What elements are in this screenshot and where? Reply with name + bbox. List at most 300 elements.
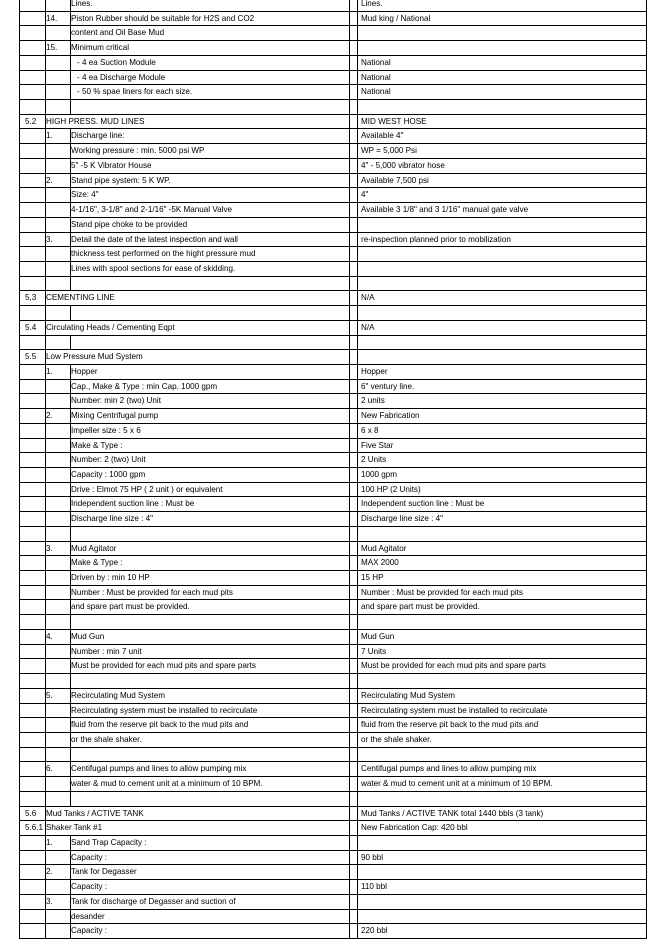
requirement-cell: Capacity : 1000 gpm [71, 468, 350, 483]
offered-value-cell: 220 bbl [358, 924, 647, 939]
offered-value-cell: New Fabrication Cap: 420 bbl [358, 821, 647, 836]
item-number-cell: 1. [46, 364, 71, 379]
spacer-cell [350, 806, 358, 821]
table-row [20, 880, 647, 895]
item-number-cell [46, 791, 71, 806]
offered-value-cell: 15 HP [358, 571, 647, 586]
offered-value-cell [358, 261, 647, 276]
item-number-cell [46, 144, 71, 159]
section-number-cell [20, 379, 46, 394]
section-number-cell [20, 41, 46, 56]
table-row [20, 173, 647, 188]
spacer-cell [350, 909, 358, 924]
spacer-cell [350, 70, 358, 85]
section-number-cell [20, 203, 46, 218]
offered-value-cell [358, 791, 647, 806]
table-row [20, 188, 647, 203]
requirement-cell: Number: 2 (two) Unit [71, 453, 350, 468]
requirement-cell: and spare part must be provided. [71, 600, 350, 615]
spacer-cell [350, 629, 358, 644]
section-number-cell [20, 306, 46, 321]
item-number-cell [46, 924, 71, 939]
requirement-cell: Hopper [71, 364, 350, 379]
spacer-cell [350, 777, 358, 792]
offered-value-cell: National [358, 55, 647, 70]
item-number-cell: 3. [46, 541, 71, 556]
requirement-cell [71, 526, 350, 541]
requirement-cell: Independent suction line : Must be [71, 497, 350, 512]
table-row [20, 718, 647, 733]
section-number-cell [20, 909, 46, 924]
requirement-cell: 4-1/16", 3-1/8" and 2-1/16" -5K Manual Valve [71, 203, 350, 218]
section-number-cell [20, 173, 46, 188]
table-row [20, 114, 647, 129]
offered-value-cell: 6" ventury line. [358, 379, 647, 394]
item-number-cell [46, 217, 71, 232]
table-row [20, 482, 647, 497]
offered-value-cell: Recirculating Mud System [358, 688, 647, 703]
requirement-cell [71, 747, 350, 762]
spacer-cell [350, 703, 358, 718]
requirement-cell: Drive : Elmot 75 HP ( 2 unit ) or equivalent [71, 482, 350, 497]
requirement-cell: Make & Type : [71, 556, 350, 571]
spacer-cell [350, 438, 358, 453]
table-row [20, 747, 647, 762]
section-number-cell [20, 835, 46, 850]
section-number-cell [20, 718, 46, 733]
spacer-cell [350, 144, 358, 159]
spacer-cell [350, 453, 358, 468]
table-row [20, 732, 647, 747]
section-number-cell [20, 497, 46, 512]
spacer-cell [350, 600, 358, 615]
requirement-cell: Stand pipe system: 5 K WP. [71, 173, 350, 188]
item-number-cell [46, 379, 71, 394]
section-number-cell [20, 232, 46, 247]
offered-value-cell: WP = 5,000 Psi [358, 144, 647, 159]
spacer-cell [350, 850, 358, 865]
section-number-cell [20, 894, 46, 909]
table-row [20, 291, 647, 306]
item-number-cell: 6. [46, 762, 71, 777]
table-row [20, 585, 647, 600]
section-number-cell [20, 217, 46, 232]
offered-value-cell: 110 bbl [358, 880, 647, 895]
section-number-cell [20, 850, 46, 865]
spacer-cell [350, 41, 358, 56]
table-row [20, 158, 647, 173]
section-number-cell [20, 247, 46, 262]
table-row [20, 409, 647, 424]
spacer-cell [350, 674, 358, 689]
spacer-cell [350, 247, 358, 262]
table-row [20, 762, 647, 777]
table-row [20, 541, 647, 556]
section-number-cell [20, 85, 46, 100]
item-number-cell [46, 497, 71, 512]
table-row [20, 865, 647, 880]
table-row [20, 100, 647, 115]
item-number-cell [46, 571, 71, 586]
spacer-cell [350, 718, 358, 733]
spacer-cell [350, 11, 358, 26]
section-number-cell [20, 409, 46, 424]
spacer-cell [350, 512, 358, 527]
section-number-cell [20, 423, 46, 438]
requirement-cell: Number : min 7 unit [71, 644, 350, 659]
item-number-cell: 3. [46, 894, 71, 909]
table-row [20, 615, 647, 630]
section-number-cell [20, 747, 46, 762]
spacer-cell [350, 335, 358, 350]
section-number-cell [20, 335, 46, 350]
offered-value-cell: Lines. [358, 0, 647, 11]
section-number-cell [20, 924, 46, 939]
spacer-cell [350, 394, 358, 409]
section-number-cell: 5.6 [20, 806, 46, 821]
section-number-cell [20, 600, 46, 615]
offered-value-cell: 1000 gpm [358, 468, 647, 483]
offered-value-cell: Available 4" [358, 129, 647, 144]
requirement-cell [71, 335, 350, 350]
section-number-cell: 5.4 [20, 320, 46, 335]
spacer-cell [350, 688, 358, 703]
section-number-cell [20, 55, 46, 70]
offered-value-cell: MID WEST HOSE [358, 114, 647, 129]
item-number-cell: 2. [46, 409, 71, 424]
requirement-cell: Working pressure : min. 5000 psi WP [71, 144, 350, 159]
offered-value-cell: water & mud to cement unit at a minimum of 10 BPM. [358, 777, 647, 792]
offered-value-cell: 100 HP (2 Units) [358, 482, 647, 497]
section-number-cell [20, 261, 46, 276]
offered-value-cell: 6 x 8 [358, 423, 647, 438]
spacer-cell [350, 762, 358, 777]
spacer-cell [350, 423, 358, 438]
section-number-cell [20, 468, 46, 483]
item-number-cell [46, 482, 71, 497]
offered-value-cell: National [358, 85, 647, 100]
item-number-cell: 15. [46, 41, 71, 56]
table-row [20, 468, 647, 483]
spacer-cell [350, 732, 358, 747]
table-row [20, 688, 647, 703]
offered-value-cell: Mud Agitator [358, 541, 647, 556]
item-number-cell [46, 585, 71, 600]
item-number-cell [46, 438, 71, 453]
requirement-cell: thickness test performed on the hight pressure mud [71, 247, 350, 262]
section-number-cell [20, 70, 46, 85]
section-number-cell [20, 541, 46, 556]
item-number-cell [46, 0, 71, 11]
offered-value-cell: Recirculating system must be installed to recirculate [358, 703, 647, 718]
offered-value-cell [358, 100, 647, 115]
section-number-cell [20, 674, 46, 689]
section-number-cell [20, 129, 46, 144]
spacer-cell [350, 306, 358, 321]
requirement-cell: Must be provided for each mud pits and spare parts [71, 659, 350, 674]
requirement-cell: Capacity : [71, 924, 350, 939]
requirement-cell: Capacity : [71, 850, 350, 865]
item-number-cell [46, 247, 71, 262]
table-row [20, 85, 647, 100]
spacer-cell [350, 55, 358, 70]
item-number-cell: 1. [46, 835, 71, 850]
spacer-cell [350, 409, 358, 424]
spacer-cell [350, 188, 358, 203]
offered-value-cell: 4" - 5,000 vibrator hose [358, 158, 647, 173]
table-row [20, 41, 647, 56]
table-row [20, 379, 647, 394]
table-row [20, 55, 647, 70]
item-number-cell: 2. [46, 173, 71, 188]
section-number-cell [20, 188, 46, 203]
item-number-cell [46, 261, 71, 276]
spacer-cell [350, 865, 358, 880]
item-number-cell: 3. [46, 232, 71, 247]
offered-value-cell: fluid from the reserve pit back to the mud pits and [358, 718, 647, 733]
requirement-cell: Capacity : [71, 880, 350, 895]
table-row [20, 144, 647, 159]
offered-value-cell: Centifugal pumps and lines to allow pumping mix [358, 762, 647, 777]
section-number-cell [20, 512, 46, 527]
item-number-cell: 1. [46, 129, 71, 144]
table-row [20, 11, 647, 26]
table-row [20, 203, 647, 218]
requirement-cell: Tank for discharge of Degasser and suction of [71, 894, 350, 909]
section-number-cell [20, 26, 46, 41]
item-number-cell [46, 526, 71, 541]
requirement-cell: Low Pressure Mud System [46, 350, 350, 365]
item-number-cell [46, 468, 71, 483]
table-row [20, 556, 647, 571]
spacer-cell [350, 924, 358, 939]
section-number-cell [20, 453, 46, 468]
offered-value-cell: National [358, 70, 647, 85]
spacer-cell [350, 541, 358, 556]
offered-value-cell: Five Star [358, 438, 647, 453]
offered-value-cell: N/A [358, 291, 647, 306]
section-number-cell [20, 158, 46, 173]
offered-value-cell [358, 526, 647, 541]
requirement-cell: Minimum critical [71, 41, 350, 56]
item-number-cell [46, 453, 71, 468]
item-number-cell [46, 512, 71, 527]
requirement-cell: or the shale shaker. [71, 732, 350, 747]
spacer-cell [350, 468, 358, 483]
table-row [20, 350, 647, 365]
item-number-cell: 5. [46, 688, 71, 703]
offered-value-cell: Discharge line size : 4" [358, 512, 647, 527]
requirement-cell [71, 100, 350, 115]
offered-value-cell: and spare part must be provided. [358, 600, 647, 615]
requirement-cell: Tank for Degasser [71, 865, 350, 880]
item-number-cell [46, 777, 71, 792]
item-number-cell [46, 423, 71, 438]
item-number-cell [46, 556, 71, 571]
offered-value-cell [358, 350, 647, 365]
section-number-cell [20, 585, 46, 600]
item-number-cell [46, 747, 71, 762]
offered-value-cell [358, 615, 647, 630]
item-number-cell [46, 394, 71, 409]
offered-value-cell [358, 865, 647, 880]
item-number-cell [46, 732, 71, 747]
requirement-cell: - 4 ea Suction Module [71, 55, 350, 70]
offered-value-cell: re-inspection planned prior to mobilization [358, 232, 647, 247]
section-number-cell [20, 556, 46, 571]
table-row [20, 26, 647, 41]
table-row [20, 0, 647, 11]
section-number-cell [20, 880, 46, 895]
item-number-cell [46, 276, 71, 291]
offered-value-cell: 4" [358, 188, 647, 203]
section-number-cell [20, 438, 46, 453]
requirement-cell: desander [71, 909, 350, 924]
table-row [20, 232, 647, 247]
offered-value-cell: Available 7,500 psi [358, 173, 647, 188]
requirement-cell: Make & Type : [71, 438, 350, 453]
requirement-cell: - 50 % spae liners for each size. [71, 85, 350, 100]
requirement-cell: Cap., Make & Type : min Cap. 1000 gpm [71, 379, 350, 394]
offered-value-cell [358, 276, 647, 291]
requirement-cell: Discharge line: [71, 129, 350, 144]
item-number-cell [46, 158, 71, 173]
requirement-cell: Mixing Centrifugal pump [71, 409, 350, 424]
table-row [20, 276, 647, 291]
spacer-cell [350, 379, 358, 394]
table-row [20, 659, 647, 674]
requirement-cell: Impeller size : 5 x 6 [71, 423, 350, 438]
table-row [20, 423, 647, 438]
spacer-cell [350, 114, 358, 129]
offered-value-cell [358, 894, 647, 909]
offered-value-cell [358, 909, 647, 924]
table-row [20, 217, 647, 232]
offered-value-cell: or the shale shaker. [358, 732, 647, 747]
requirement-cell: Number : Must be provided for each mud pits [71, 585, 350, 600]
item-number-cell: 2. [46, 865, 71, 880]
section-number-cell [20, 526, 46, 541]
section-number-cell [20, 791, 46, 806]
section-number-cell [20, 364, 46, 379]
requirement-cell [71, 306, 350, 321]
spacer-cell [350, 85, 358, 100]
table-row [20, 791, 647, 806]
item-number-cell [46, 26, 71, 41]
section-number-cell [20, 482, 46, 497]
section-number-cell: 5,3 [20, 291, 46, 306]
table-row [20, 644, 647, 659]
offered-value-cell: 7 Units [358, 644, 647, 659]
requirement-cell: Sand Trap Capacity : [71, 835, 350, 850]
table-row [20, 600, 647, 615]
section-number-cell [20, 100, 46, 115]
offered-value-cell: Number : Must be provided for each mud pits [358, 585, 647, 600]
spacer-cell [350, 659, 358, 674]
item-number-cell [46, 659, 71, 674]
section-number-cell [20, 703, 46, 718]
requirement-cell: Mud Gun [71, 629, 350, 644]
item-number-cell [46, 55, 71, 70]
spacer-cell [350, 173, 358, 188]
spacer-cell [350, 821, 358, 836]
table-row [20, 453, 647, 468]
section-number-cell [20, 276, 46, 291]
item-number-cell: 14. [46, 11, 71, 26]
section-number-cell [20, 571, 46, 586]
requirement-cell: Lines. [71, 0, 350, 11]
offered-value-cell: Available 3 1/8" and 3 1/16" manual gate valve [358, 203, 647, 218]
requirement-cell: Centifugal pumps and lines to allow pumping mix [71, 762, 350, 777]
table-row [20, 306, 647, 321]
offered-value-cell [358, 835, 647, 850]
offered-value-cell [358, 217, 647, 232]
item-number-cell [46, 909, 71, 924]
section-number-cell: 5.6.1 [20, 821, 46, 836]
offered-value-cell: Hopper [358, 364, 647, 379]
offered-value-cell [358, 41, 647, 56]
item-number-cell [46, 188, 71, 203]
requirement-cell: Piston Rubber should be suitable for H2S and CO2 [71, 11, 350, 26]
table-row [20, 909, 647, 924]
section-number-cell [20, 762, 46, 777]
spacer-cell [350, 158, 358, 173]
section-number-cell [20, 144, 46, 159]
table-row [20, 835, 647, 850]
item-number-cell [46, 100, 71, 115]
item-number-cell [46, 718, 71, 733]
spacer-cell [350, 526, 358, 541]
item-number-cell [46, 880, 71, 895]
table-row [20, 629, 647, 644]
offered-value-cell: Mud Gun [358, 629, 647, 644]
requirement-cell: content and Oil Base Mud [71, 26, 350, 41]
spacer-cell [350, 747, 358, 762]
spacer-cell [350, 791, 358, 806]
item-number-cell [46, 703, 71, 718]
table-row [20, 777, 647, 792]
table-row [20, 703, 647, 718]
table-row [20, 571, 647, 586]
item-number-cell [46, 203, 71, 218]
requirement-cell: water & mud to cement unit at a minimum of 10 BPM. [71, 777, 350, 792]
offered-value-cell: Mud Tanks / ACTIVE TANK total 1440 bbls (3 tank) [358, 806, 647, 821]
item-number-cell [46, 306, 71, 321]
offered-value-cell: 2 units [358, 394, 647, 409]
section-number-cell: 5.5 [20, 350, 46, 365]
offered-value-cell [358, 674, 647, 689]
spacer-cell [350, 497, 358, 512]
offered-value-cell: 90 bbl [358, 850, 647, 865]
table-row [20, 438, 647, 453]
spacer-cell [350, 232, 358, 247]
requirement-cell [71, 276, 350, 291]
table-row [20, 674, 647, 689]
offered-value-cell [358, 306, 647, 321]
specification-table [19, 0, 647, 939]
spacer-cell [350, 276, 358, 291]
requirement-cell: Circulating Heads / Cementing Eqpt [46, 320, 350, 335]
requirement-cell: fluid from the reserve pit back to the mud pits and [71, 718, 350, 733]
item-number-cell [46, 335, 71, 350]
requirement-cell: Mud Agitator [71, 541, 350, 556]
requirement-cell [71, 791, 350, 806]
table-row [20, 261, 647, 276]
table-row [20, 924, 647, 939]
item-number-cell [46, 674, 71, 689]
item-number-cell [46, 615, 71, 630]
section-number-cell [20, 777, 46, 792]
